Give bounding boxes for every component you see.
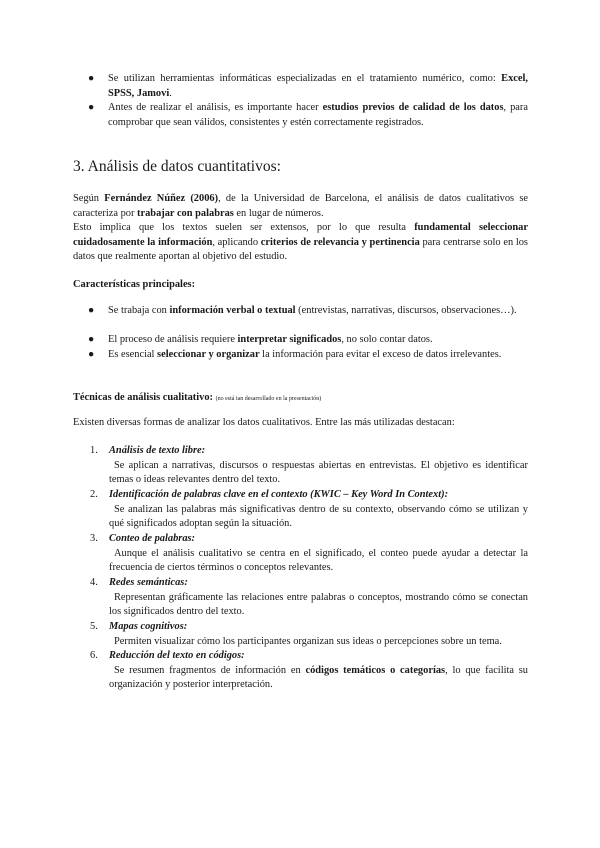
technique-item: 5. Mapas cognitivos: Permiten visualizar cómo los participantes organizan sus ideas o percepciones sobre un tema.	[90, 621, 502, 647]
bullet-icon: ●	[88, 334, 95, 345]
top-bullet: ● Antes de realizar el análisis, es importante hacer estudios previos de calidad de los datos, para comprobar que sean válidos, consistentes y estén correctamente registrados.	[88, 102, 528, 128]
technique-item: 3. Conteo de palabras: Aunque el análisis cualitativo se centra en el significado, el conteo puede ayudar a detectar la frecuencia de ciertos términos o conceptos relevantes.	[90, 533, 528, 573]
bullet-icon: ●	[88, 102, 95, 113]
paragraph-implication: Esto implica que los textos suelen ser extensos, por lo que resulta fundamental seleccionar cuidadosamente la información, aplicando criterios de relevancia y pertinencia para centrarse solo en los datos que realmente aportan al objetivo del estudio.	[73, 222, 528, 262]
section-heading: 3. Análisis de datos cuantitativos:	[73, 158, 281, 175]
technique-item: 4. Redes semánticas: Representan gráficamente las relaciones entre palabras o conceptos, mostrando cómo se conectan los significados dentro del texto.	[90, 577, 528, 617]
feature-bullet: ● Es esencial seleccionar y organizar la información para evitar el exceso de datos irrelevantes.	[88, 348, 528, 363]
bullet-icon: ●	[88, 305, 95, 316]
feature-bullet: ● Se trabaja con información verbal o textual (entrevistas, narrativas, discursos, observaciones…).	[88, 304, 528, 319]
paragraph-intro: Según Fernández Núñez (2006), de la Universidad de Barcelona, el análisis de datos cualitativos se caracteriza por trabajar con palabras en lugar de números.	[73, 193, 529, 219]
technique-item: 2. Identificación de palabras clave en el contexto (KWIC – Key Word In Context): Se analizan las palabras más significativas dentro de su contexto, observando cómo se utilizan y qué significados adoptan según la situación.	[90, 489, 528, 529]
feature-bullet: ● El proceso de análisis requiere interpretar significados, no solo contar datos.	[88, 333, 528, 348]
bullet-icon: ●	[88, 73, 95, 84]
bullet-icon: ●	[88, 349, 95, 360]
features-title: Características principales:	[73, 279, 196, 290]
technique-item: 6. Reducción del texto en códigos: Se resumen fragmentos de información en códigos temáticos o categorías, lo que facilita su organización y posterior interpretación.	[90, 650, 528, 690]
technique-item: 1. Análisis de texto libre: Se aplican a narrativas, discursos o respuestas abiertas en entrevistas. El objetivo es identificar temas o ideas relevantes dentro del texto.	[90, 445, 528, 485]
techniques-intro: Existen diversas formas de analizar los datos cualitativos. Entre las más utilizadas destacan:	[73, 417, 455, 428]
techniques-note: (no está tan desarrollado en la presentación)	[215, 396, 322, 402]
techniques-title: Técnicas de análisis cualitativo: (no está tan desarrollado en la presentación)	[73, 392, 322, 403]
top-bullet: ● Se utilizan herramientas informáticas especializadas en el tratamiento numérico, como: Excel, SPSS, Jamovi.	[88, 73, 528, 99]
